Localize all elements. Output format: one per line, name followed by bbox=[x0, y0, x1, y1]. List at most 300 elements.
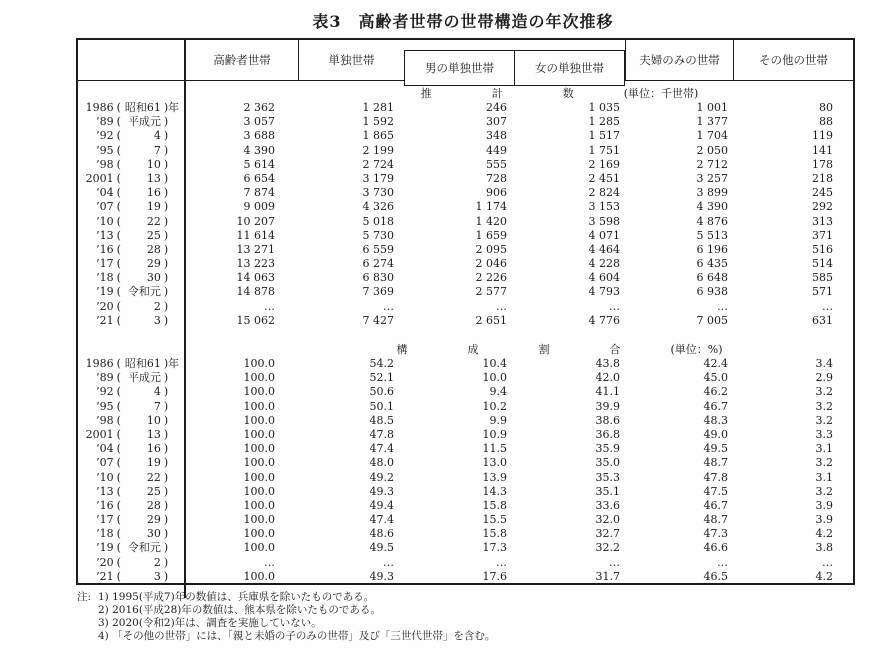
cell: 10.4 bbox=[482, 357, 507, 370]
row-era: ( 10 ) bbox=[116, 157, 169, 171]
cell: 3.1 bbox=[815, 470, 833, 484]
cell: … bbox=[717, 555, 728, 569]
column-header-elderly-households: 高齢者世帯 bbox=[186, 40, 299, 80]
cell: 449 bbox=[486, 143, 507, 157]
cell: 631 bbox=[812, 313, 833, 327]
cell: 516 bbox=[812, 242, 833, 256]
column-header-other-households: その他の世帯 bbox=[759, 53, 828, 67]
cell: … bbox=[383, 555, 394, 569]
row-era: ( 4 ) bbox=[116, 385, 169, 399]
table-row bbox=[78, 527, 853, 541]
table-row bbox=[78, 300, 853, 314]
cell: 48.6 bbox=[369, 527, 394, 541]
cell: 292 bbox=[812, 200, 833, 214]
cell: 1 751 bbox=[588, 143, 620, 157]
row-era: ( 7 ) bbox=[116, 143, 169, 157]
cell: 100.0 bbox=[243, 371, 275, 385]
row-era: ( 19 ) bbox=[116, 456, 169, 470]
cell: 4 390 bbox=[696, 200, 728, 214]
row-era: ( 令和元 ) bbox=[116, 285, 169, 299]
cell: 3 057 bbox=[243, 115, 275, 129]
cell: 13.9 bbox=[482, 470, 507, 484]
spacer-row bbox=[78, 328, 853, 342]
cell: 6 559 bbox=[362, 242, 394, 256]
cell: 15 062 bbox=[236, 313, 275, 327]
row-era: ( 平成元 ) bbox=[116, 115, 169, 129]
cell: 4 793 bbox=[588, 285, 620, 299]
cell: 13.0 bbox=[482, 456, 507, 470]
page-title: 表3 高齢者世帯の世帯構造の年次推移 bbox=[312, 12, 614, 31]
table-row bbox=[78, 215, 853, 229]
cell: 32.7 bbox=[595, 527, 620, 541]
row-era: ( 2 ) bbox=[116, 555, 169, 569]
row-era: ( 28 ) bbox=[116, 242, 169, 256]
cell: 6 938 bbox=[696, 285, 728, 299]
cell: 88 bbox=[819, 115, 833, 129]
cell: 3 179 bbox=[362, 171, 394, 185]
cell: 11 614 bbox=[236, 228, 275, 242]
table-row bbox=[78, 499, 853, 513]
cell: 6 654 bbox=[243, 171, 275, 185]
table-row bbox=[78, 442, 853, 456]
cell: 50.1 bbox=[369, 399, 394, 413]
column-header-couple-only-households: 夫婦のみの世帯 bbox=[625, 40, 734, 80]
cell: … bbox=[264, 555, 275, 569]
table-row bbox=[78, 129, 853, 143]
cell: 3 153 bbox=[588, 200, 620, 214]
cell: 14.3 bbox=[482, 484, 507, 498]
cell: 1 659 bbox=[475, 228, 507, 242]
table-row bbox=[78, 101, 853, 115]
cell: 3 688 bbox=[243, 129, 275, 143]
row-era: ( 16 ) bbox=[116, 442, 169, 456]
cell: 48.7 bbox=[703, 513, 728, 527]
row-header: ’92 ( 4 ) bbox=[78, 385, 186, 399]
cell: 3.9 bbox=[815, 498, 833, 512]
cell: 1 001 bbox=[696, 101, 728, 114]
cell: 49.5 bbox=[703, 442, 728, 456]
cell: 10.2 bbox=[482, 399, 507, 413]
row-header bbox=[78, 86, 186, 101]
column-header-single-households: 単独世帯 bbox=[328, 53, 375, 67]
cell: 10.0 bbox=[482, 371, 507, 385]
row-header: ’16 ( 28 ) bbox=[78, 499, 186, 513]
row-header: ’17 ( 29 ) bbox=[78, 257, 186, 271]
row-header: ’13 ( 25 ) bbox=[78, 229, 186, 243]
cell: 7 369 bbox=[362, 285, 394, 299]
row-header: ’98 ( 10 ) bbox=[78, 414, 186, 428]
cell: 14 878 bbox=[236, 285, 275, 299]
cell: 47.4 bbox=[369, 513, 394, 527]
cell: 571 bbox=[812, 285, 833, 299]
cell: … bbox=[717, 299, 728, 313]
cell: 10 207 bbox=[236, 214, 275, 228]
row-era: ( 29 ) bbox=[116, 513, 169, 527]
table-row bbox=[78, 172, 853, 186]
section-label: 構 成 割 合 (単位：%) bbox=[396, 343, 723, 356]
cell: 100.0 bbox=[243, 470, 275, 484]
row-era: ( 2 ) bbox=[116, 299, 169, 313]
row-era: ( 25 ) bbox=[116, 228, 169, 242]
cell: 5 018 bbox=[362, 214, 394, 228]
cell: 4.2 bbox=[815, 527, 833, 541]
cell: 15.8 bbox=[482, 498, 507, 512]
cell: 6 196 bbox=[696, 242, 728, 256]
cell: 2 824 bbox=[588, 186, 620, 200]
cell: 17.6 bbox=[482, 569, 507, 583]
row-era: ( 昭和61 ) bbox=[116, 101, 169, 114]
cell: 42.0 bbox=[595, 371, 620, 385]
cell: 7 874 bbox=[243, 186, 275, 200]
cell: 3.4 bbox=[815, 357, 833, 370]
cell: 46.6 bbox=[703, 541, 728, 555]
cell: 3 598 bbox=[588, 214, 620, 228]
table-row bbox=[78, 271, 853, 285]
row-header bbox=[78, 342, 186, 357]
cell: 6 274 bbox=[362, 257, 394, 271]
row-header: ’95 ( 7 ) bbox=[78, 400, 186, 414]
cell: 3.9 bbox=[815, 513, 833, 527]
cell: 1 035 bbox=[588, 101, 620, 114]
cell: … bbox=[383, 299, 394, 313]
cell: 2 724 bbox=[362, 157, 394, 171]
cell: 7 427 bbox=[362, 313, 394, 327]
cell: 46.7 bbox=[703, 399, 728, 413]
cell: 49.5 bbox=[369, 541, 394, 555]
cell: 52.1 bbox=[369, 371, 394, 385]
cell: 119 bbox=[812, 129, 833, 143]
row-header: ’19 ( 令和元 ) bbox=[78, 541, 186, 555]
cell: 36.8 bbox=[595, 427, 620, 441]
stub-header bbox=[78, 40, 186, 80]
cell: 1 420 bbox=[475, 214, 507, 228]
cell: 100.0 bbox=[243, 484, 275, 498]
table-row bbox=[78, 428, 853, 442]
cell: 80 bbox=[819, 101, 833, 114]
row-era: ( 平成元 ) bbox=[116, 371, 169, 385]
row-era: ( 13 ) bbox=[116, 427, 169, 441]
cell: 100.0 bbox=[243, 527, 275, 541]
cell: 3.2 bbox=[815, 385, 833, 399]
cell: 3.2 bbox=[815, 399, 833, 413]
row-header: ’07 ( 19 ) bbox=[78, 200, 186, 214]
table-row bbox=[78, 385, 853, 399]
cell: 13 223 bbox=[236, 257, 275, 271]
row-era: ( 3 ) bbox=[116, 313, 169, 327]
column-header-female-single-households: 女の単独世帯 bbox=[535, 61, 604, 75]
cell: 5 513 bbox=[696, 228, 728, 242]
cell: 9.9 bbox=[489, 413, 507, 427]
cell: 46.7 bbox=[703, 498, 728, 512]
cell: 35.0 bbox=[595, 456, 620, 470]
row-era: ( 19 ) bbox=[116, 200, 169, 214]
cell: 307 bbox=[486, 115, 507, 129]
cell: 46.2 bbox=[703, 385, 728, 399]
row-era: ( 7 ) bbox=[116, 399, 169, 413]
row-era: ( 22 ) bbox=[116, 214, 169, 228]
row-era: ( 29 ) bbox=[116, 257, 169, 271]
cell: 49.3 bbox=[369, 484, 394, 498]
row-header: ’98 ( 10 ) bbox=[78, 158, 186, 172]
cell: 9 009 bbox=[243, 200, 275, 214]
cell: 2 226 bbox=[475, 271, 507, 285]
cell: 46.5 bbox=[703, 569, 728, 583]
cell: 47.8 bbox=[703, 470, 728, 484]
cell: 35.3 bbox=[595, 470, 620, 484]
cell: 2 199 bbox=[362, 143, 394, 157]
cell: 35.1 bbox=[595, 484, 620, 498]
cell: … bbox=[609, 299, 620, 313]
footnotes bbox=[77, 591, 777, 643]
cell: 31.7 bbox=[595, 569, 620, 583]
cell: 3 899 bbox=[696, 186, 728, 200]
cell: 47.8 bbox=[369, 427, 394, 441]
cell: 39.9 bbox=[595, 399, 620, 413]
cell: 9.4 bbox=[489, 385, 507, 399]
table-row bbox=[78, 186, 853, 200]
footnote-line: 4) 「その他の世帯」には、「親と未婚の子のみの世帯」及び「三世代世帯」を含む。 bbox=[98, 630, 496, 642]
column-header-male-single-households: 男の単独世帯 bbox=[405, 51, 515, 85]
cell: 1 281 bbox=[362, 101, 394, 114]
row-header: ’20 ( 2 ) bbox=[78, 556, 186, 570]
cell: 100.0 bbox=[243, 357, 275, 370]
cell: 3 257 bbox=[696, 171, 728, 185]
table-row bbox=[78, 414, 853, 428]
row-era: ( 令和元 ) bbox=[116, 541, 169, 555]
cell: 49.3 bbox=[369, 569, 394, 583]
cell: 32.0 bbox=[595, 513, 620, 527]
cell: 48.5 bbox=[369, 413, 394, 427]
table-row bbox=[78, 158, 853, 172]
cell: … bbox=[822, 299, 833, 313]
cell: 45.0 bbox=[703, 371, 728, 385]
cell: 2 169 bbox=[588, 157, 620, 171]
row-header: ’07 ( 19 ) bbox=[78, 456, 186, 470]
row-header: ’18 ( 30 ) bbox=[78, 271, 186, 285]
row-header: ’17 ( 29 ) bbox=[78, 513, 186, 527]
row-header: ’21 ( 3 ) bbox=[78, 570, 186, 584]
row-era: ( 28 ) bbox=[116, 498, 169, 512]
cell: 35.9 bbox=[595, 442, 620, 456]
cell: 4 326 bbox=[362, 200, 394, 214]
cell: … bbox=[496, 299, 507, 313]
row-header: 1986 ( 昭和61 ) 年 bbox=[78, 101, 186, 115]
row-era: ( 昭和61 ) bbox=[116, 357, 169, 370]
table-row bbox=[78, 200, 853, 214]
table-row bbox=[78, 357, 853, 371]
cell: 2 712 bbox=[696, 157, 728, 171]
table-row bbox=[78, 456, 853, 470]
sub-header-box bbox=[404, 50, 625, 86]
cell: 1 865 bbox=[362, 129, 394, 143]
cell: 4 390 bbox=[243, 143, 275, 157]
cell: 47.3 bbox=[703, 527, 728, 541]
cell: 1 592 bbox=[362, 115, 394, 129]
section-label-row bbox=[78, 86, 853, 101]
cell: … bbox=[264, 299, 275, 313]
row-header: ’20 ( 2 ) bbox=[78, 300, 186, 314]
row-header: 2001 ( 13 ) bbox=[78, 172, 186, 186]
table-row bbox=[78, 243, 853, 257]
cell: 906 bbox=[486, 186, 507, 200]
cell: 5 614 bbox=[243, 157, 275, 171]
row-header bbox=[78, 328, 186, 342]
table-body bbox=[78, 81, 853, 598]
row-era: ( 30 ) bbox=[116, 271, 169, 285]
cell: 6 648 bbox=[696, 271, 728, 285]
cell: 49.0 bbox=[703, 427, 728, 441]
cell: 1 174 bbox=[475, 200, 507, 214]
cell: … bbox=[822, 555, 833, 569]
cell: 100.0 bbox=[243, 513, 275, 527]
table-row bbox=[78, 144, 853, 158]
cell: 10.9 bbox=[482, 427, 507, 441]
row-header: ’21 ( 3 ) bbox=[78, 314, 186, 328]
row-header: ’92 ( 4 ) bbox=[78, 129, 186, 143]
cell: 728 bbox=[486, 171, 507, 185]
cell: 100.0 bbox=[243, 541, 275, 555]
cell: 15.5 bbox=[482, 513, 507, 527]
row-header: ’10 ( 22 ) bbox=[78, 471, 186, 485]
table-row bbox=[78, 229, 853, 243]
cell: 5 730 bbox=[362, 228, 394, 242]
cell: 4 876 bbox=[696, 214, 728, 228]
cell: 4 776 bbox=[588, 313, 620, 327]
row-header: ’04 ( 16 ) bbox=[78, 442, 186, 456]
table-row bbox=[78, 513, 853, 527]
cell: 371 bbox=[812, 228, 833, 242]
cell: 2.9 bbox=[815, 371, 833, 385]
table-row bbox=[78, 115, 853, 129]
table-row bbox=[78, 570, 853, 584]
cell: 2 451 bbox=[588, 171, 620, 185]
row-era: ( 13 ) bbox=[116, 171, 169, 185]
cell: 2 651 bbox=[475, 313, 507, 327]
footnote-line: 2) 2016(平成28)年の数値は、熊本県を除いたものである。 bbox=[98, 604, 381, 616]
cell: 17.3 bbox=[482, 541, 507, 555]
cell: 48.7 bbox=[703, 456, 728, 470]
cell: 32.2 bbox=[595, 541, 620, 555]
cell: 100.0 bbox=[243, 385, 275, 399]
table-row bbox=[78, 556, 853, 570]
cell: 49.4 bbox=[369, 498, 394, 512]
cell: 3.1 bbox=[815, 442, 833, 456]
cell: 13 271 bbox=[236, 242, 275, 256]
footnote-line: 注: 1) 1995(平成7)年の数値は、兵庫県を除いたものである。 bbox=[77, 591, 375, 603]
section-label-row bbox=[78, 342, 853, 357]
cell: 48.3 bbox=[703, 413, 728, 427]
cell: 218 bbox=[812, 171, 833, 185]
row-header: ’95 ( 7 ) bbox=[78, 144, 186, 158]
cell: 4 604 bbox=[588, 271, 620, 285]
cell: 11.5 bbox=[482, 442, 507, 456]
cell: 47.5 bbox=[703, 484, 728, 498]
table-row bbox=[78, 541, 853, 555]
row-era: ( 16 ) bbox=[116, 186, 169, 200]
cell: 48.0 bbox=[369, 456, 394, 470]
cell: 3.2 bbox=[815, 484, 833, 498]
cell: 348 bbox=[486, 129, 507, 143]
row-era: ( 30 ) bbox=[116, 527, 169, 541]
cell: 100.0 bbox=[243, 413, 275, 427]
cell: … bbox=[609, 555, 620, 569]
cell: 15.8 bbox=[482, 527, 507, 541]
cell: 43.8 bbox=[595, 357, 620, 370]
cell: 585 bbox=[812, 271, 833, 285]
row-header: ’19 ( 令和元 ) bbox=[78, 285, 186, 299]
row-header: ’04 ( 16 ) bbox=[78, 186, 186, 200]
row-era: ( 10 ) bbox=[116, 413, 169, 427]
cell: 33.6 bbox=[595, 498, 620, 512]
cell: 7 005 bbox=[696, 313, 728, 327]
cell: 100.0 bbox=[243, 498, 275, 512]
data-table bbox=[76, 38, 855, 585]
cell: 3.2 bbox=[815, 413, 833, 427]
cell: 3 730 bbox=[362, 186, 394, 200]
row-header: ’18 ( 30 ) bbox=[78, 527, 186, 541]
table-row bbox=[78, 485, 853, 499]
cell: 3.8 bbox=[815, 541, 833, 555]
row-era: ( 25 ) bbox=[116, 484, 169, 498]
cell: 1 704 bbox=[696, 129, 728, 143]
cell: 100.0 bbox=[243, 442, 275, 456]
cell: 100.0 bbox=[243, 399, 275, 413]
cell: 4 464 bbox=[588, 242, 620, 256]
cell: 4 228 bbox=[588, 257, 620, 271]
row-header: ’16 ( 28 ) bbox=[78, 243, 186, 257]
cell: 2 362 bbox=[243, 101, 275, 114]
cell: 2 095 bbox=[475, 242, 507, 256]
cell: 54.2 bbox=[369, 357, 394, 370]
cell: 2 050 bbox=[696, 143, 728, 157]
row-era: ( 22 ) bbox=[116, 470, 169, 484]
cell: 2 577 bbox=[475, 285, 507, 299]
cell: 50.6 bbox=[369, 385, 394, 399]
row-header: ’13 ( 25 ) bbox=[78, 485, 186, 499]
cell: 100.0 bbox=[243, 427, 275, 441]
cell: 246 bbox=[486, 101, 507, 114]
cell: 4.2 bbox=[815, 569, 833, 583]
cell: 3.3 bbox=[815, 427, 833, 441]
cell: 4 071 bbox=[588, 228, 620, 242]
cell: 47.4 bbox=[369, 442, 394, 456]
cell: 313 bbox=[812, 214, 833, 228]
cell: 6 435 bbox=[696, 257, 728, 271]
cell: 38.6 bbox=[595, 413, 620, 427]
cell: … bbox=[496, 555, 507, 569]
row-era: ( 3 ) bbox=[116, 569, 169, 583]
row-header: 1986 ( 昭和61 ) 年 bbox=[78, 357, 186, 371]
table-row bbox=[78, 257, 853, 271]
table-row bbox=[78, 471, 853, 485]
table-row bbox=[78, 400, 853, 414]
table-row bbox=[78, 371, 853, 385]
cell: 2 046 bbox=[475, 257, 507, 271]
row-header: 2001 ( 13 ) bbox=[78, 428, 186, 442]
cell: 6 830 bbox=[362, 271, 394, 285]
row-era: ( 4 ) bbox=[116, 129, 169, 143]
cell: 245 bbox=[812, 186, 833, 200]
table-header bbox=[78, 40, 853, 81]
row-header: ’89 ( 平成元 ) bbox=[78, 115, 186, 129]
footnote-line: 3) 2020(令和2)年は、調査を実施していない。 bbox=[98, 617, 322, 629]
cell: 178 bbox=[812, 157, 833, 171]
table-row bbox=[78, 285, 853, 299]
row-header: ’10 ( 22 ) bbox=[78, 215, 186, 229]
table-row bbox=[78, 314, 853, 328]
cell: 3.2 bbox=[815, 456, 833, 470]
row-header: ’89 ( 平成元 ) bbox=[78, 371, 186, 385]
